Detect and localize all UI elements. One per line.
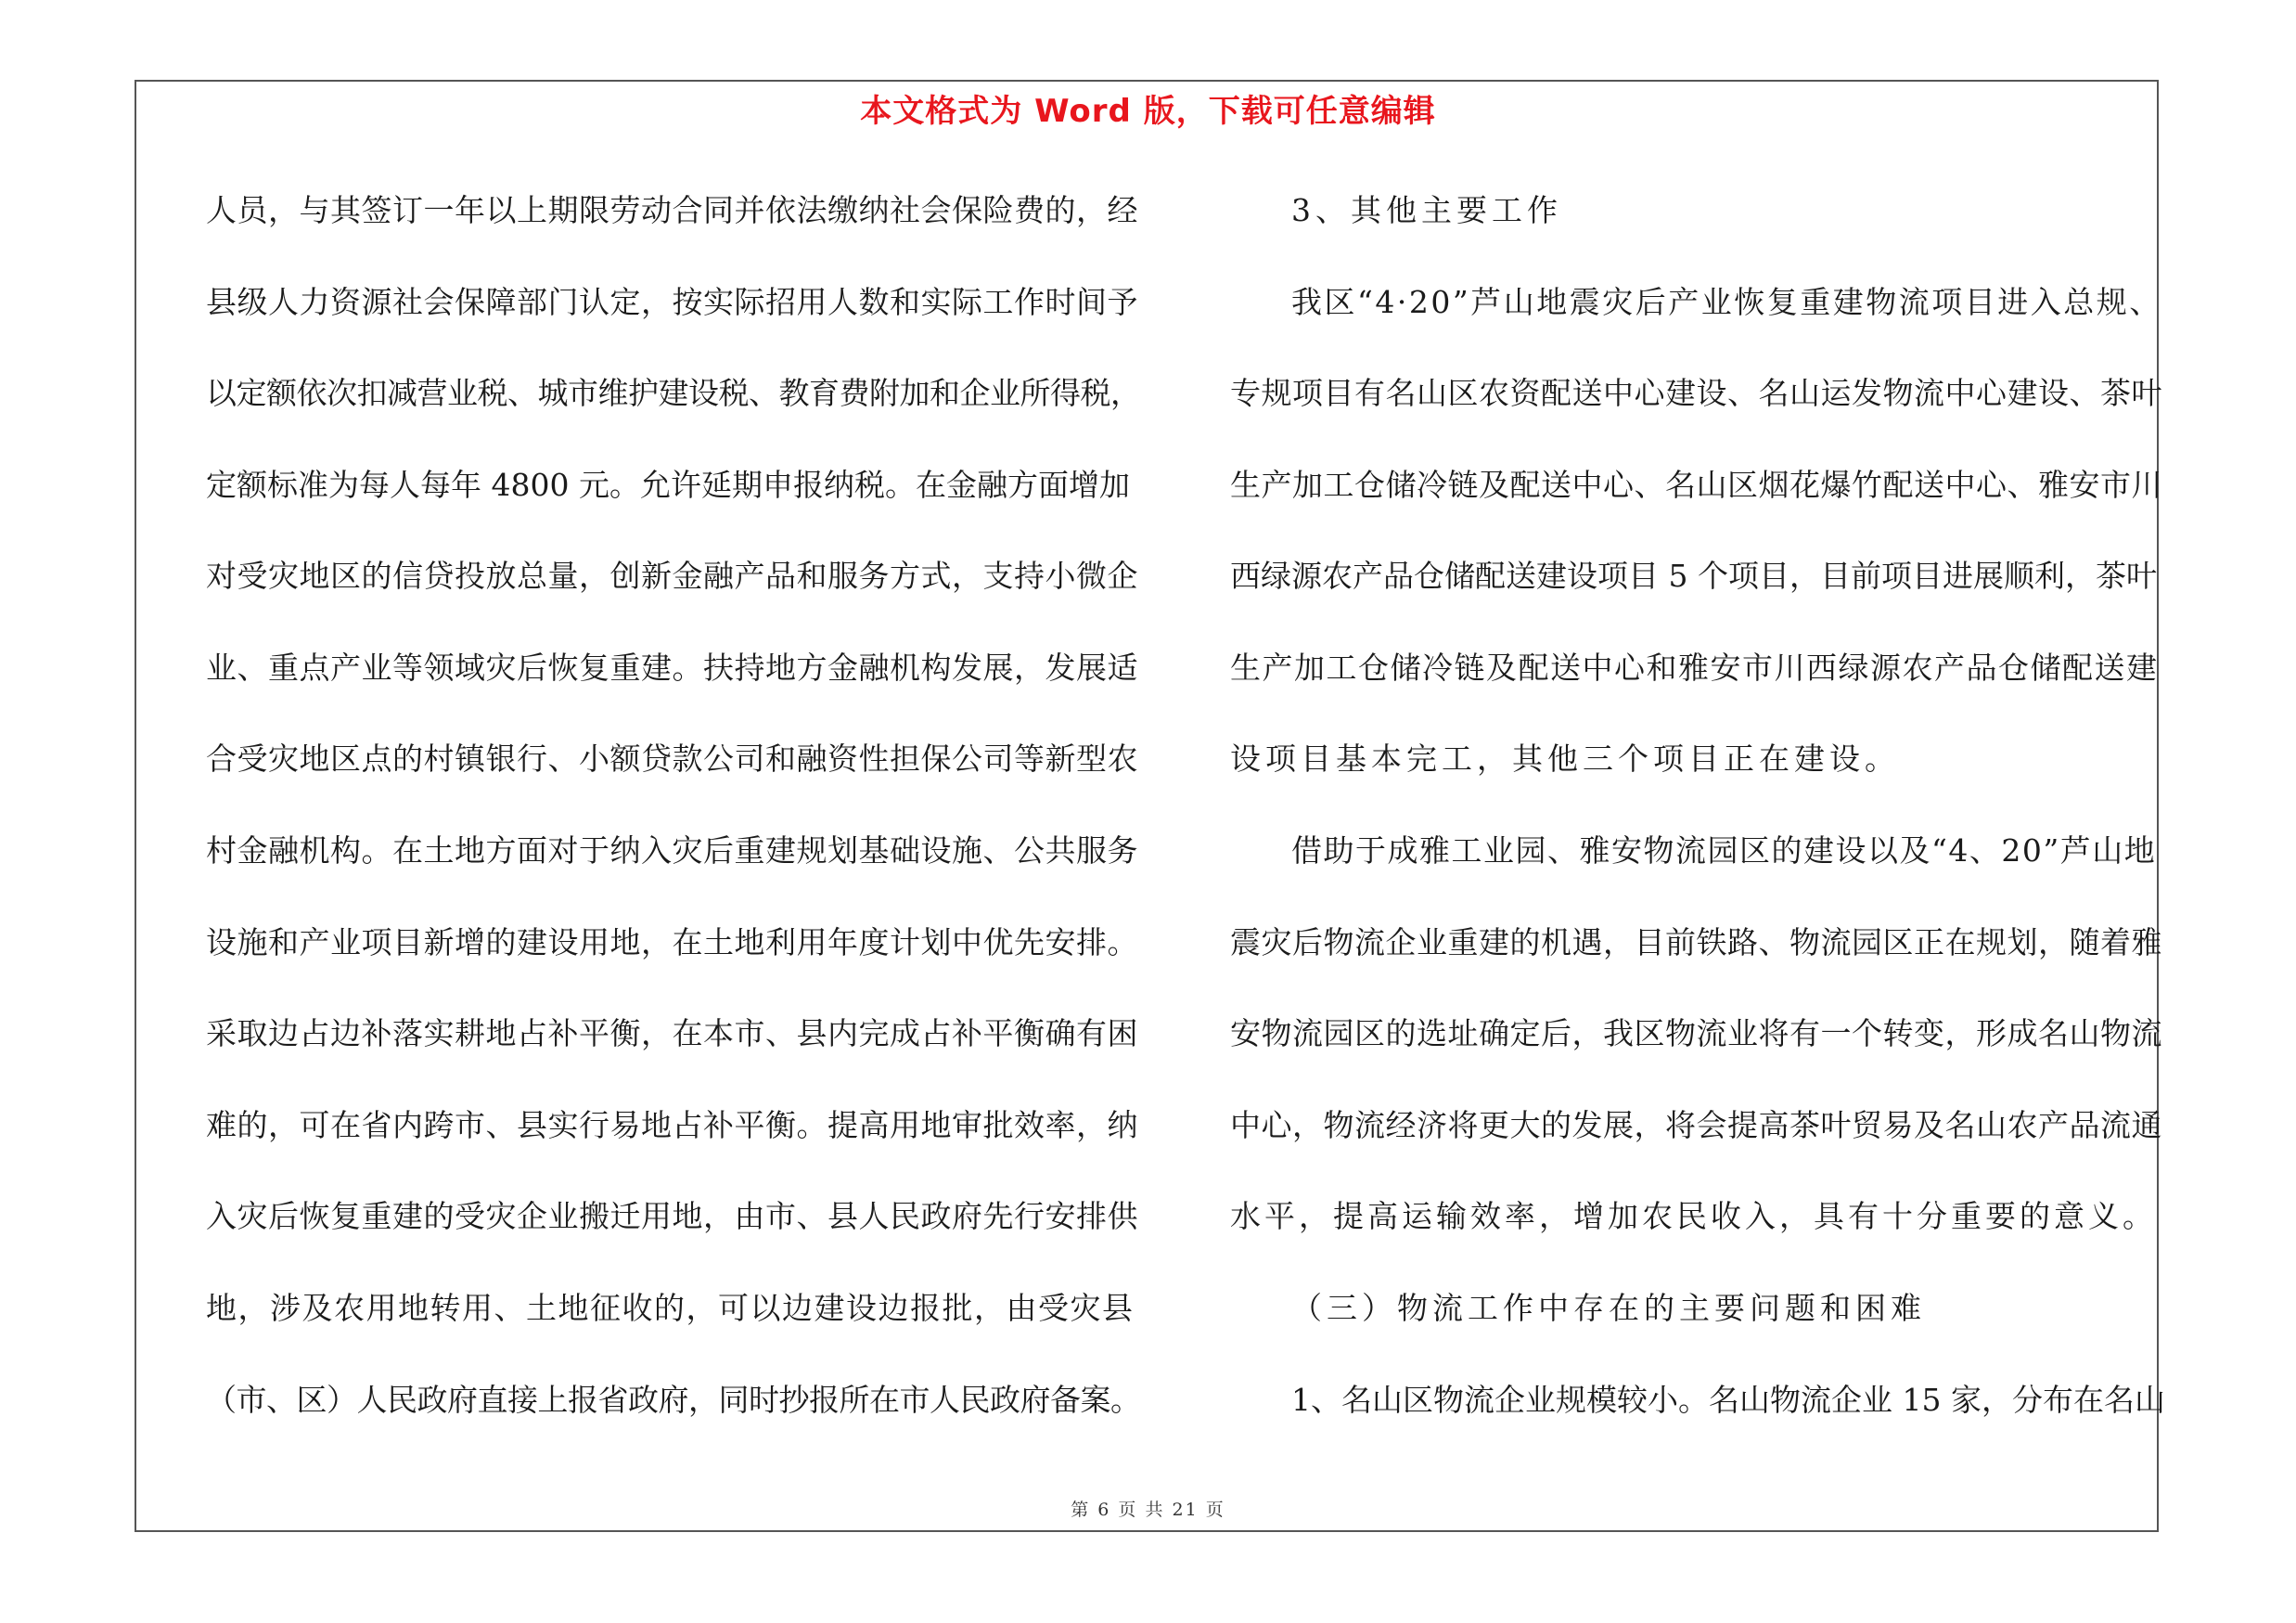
text-line: 1、名山区物流企业规模较小。名山物流企业 15 家，分布在名山 <box>1291 1382 2165 1418</box>
section-heading: 3、其他主要工作 <box>1291 192 1562 228</box>
text-line: 安物流园区的选址确定后，我区物流业将有一个转变，形成名山物流 <box>1230 1015 2162 1051</box>
text-line: 入灾后恢复重建的受灾企业搬迁用地，由市、县人民政府先行安排供 <box>206 1198 1138 1234</box>
text-line: 村金融机构。在土地方面对于纳入灾后重建规划基础设施、公共服务 <box>206 832 1138 869</box>
text-line: 我区“4·20”芦山地震灾后产业恢复重建物流项目进入总规、 <box>1291 284 2162 320</box>
section-heading: （三）物流工作中存在的主要问题和困难 <box>1291 1290 1926 1326</box>
text-line: 业、重点产业等领域灾后恢复重建。扶持地方金融机构发展，发展适 <box>206 650 1138 686</box>
text-line: 生产加工仓储冷链及配送中心和雅安市川西绿源农产品仓储配送建 <box>1230 650 2159 686</box>
text-line: 设施和产业项目新增的建设用地，在土地利用年度计划中优先安排。 <box>206 924 1138 960</box>
text-line: 中心，物流经济将更大的发展，将会提高茶叶贸易及名山农产品流通 <box>1230 1107 2162 1143</box>
text-line: 水平，提高运输效率，增加农民收入，具有十分重要的意义。 <box>1230 1198 2157 1234</box>
text-line: 采取边占边补落实耕地占补平衡，在本市、县内完成占补平衡确有困 <box>206 1015 1138 1051</box>
text-line: 地，涉及农用地转用、土地征收的，可以边建设边报批，由受灾县 <box>206 1290 1135 1326</box>
page-number-footer: 第 6 页 共 21 页 <box>1071 1500 1225 1520</box>
text-line: 西绿源农产品仓储配送建设项目 5 个项目，目前项目进展顺利，茶叶 <box>1230 558 2157 594</box>
text-line: 设项目基本完工，其他三个项目正在建设。 <box>1230 741 1900 777</box>
text-line: 定额标准为每人每年 4800 元。允许延期申报纳税。在金融方面增加 <box>206 467 1130 503</box>
text-line: 生产加工仓储冷链及配送中心、名山区烟花爆竹配送中心、雅安市川 <box>1230 467 2162 503</box>
text-line: 人员，与其签订一年以上期限劳动合同并依法缴纳社会保险费的，经 <box>206 192 1138 228</box>
text-line: 对受灾地区的信贷投放总量，创新金融产品和服务方式，支持小微企 <box>206 558 1138 594</box>
document-banner: 本文格式为 Word 版，下载可任意编辑 <box>860 93 1436 130</box>
text-line: （市、区）人民政府直接上报省政府，同时抄报所在市人民政府备案。 <box>206 1382 1141 1418</box>
text-line: 震灾后物流企业重建的机遇，目前铁路、物流园区正在规划，随着雅 <box>1230 924 2162 960</box>
text-line: 合受灾地区点的村镇银行、小额贷款公司和融资性担保公司等新型农 <box>206 741 1138 777</box>
text-line: 以定额依次扣减营业税、城市维护建设税、教育费附加和企业所得税， <box>206 375 1141 411</box>
text-line: 难的，可在省内跨市、县实行易地占补平衡。提高用地审批效率，纳 <box>206 1107 1138 1143</box>
text-line: 借助于成雅工业园、雅安物流园区的建设以及“4、20”芦山地 <box>1291 832 2157 869</box>
text-line: 县级人力资源社会保障部门认定，按实际招用人数和实际工作时间予 <box>206 284 1138 320</box>
text-line: 专规项目有名山区农资配送中心建设、名山运发物流中心建设、茶叶 <box>1230 375 2162 411</box>
